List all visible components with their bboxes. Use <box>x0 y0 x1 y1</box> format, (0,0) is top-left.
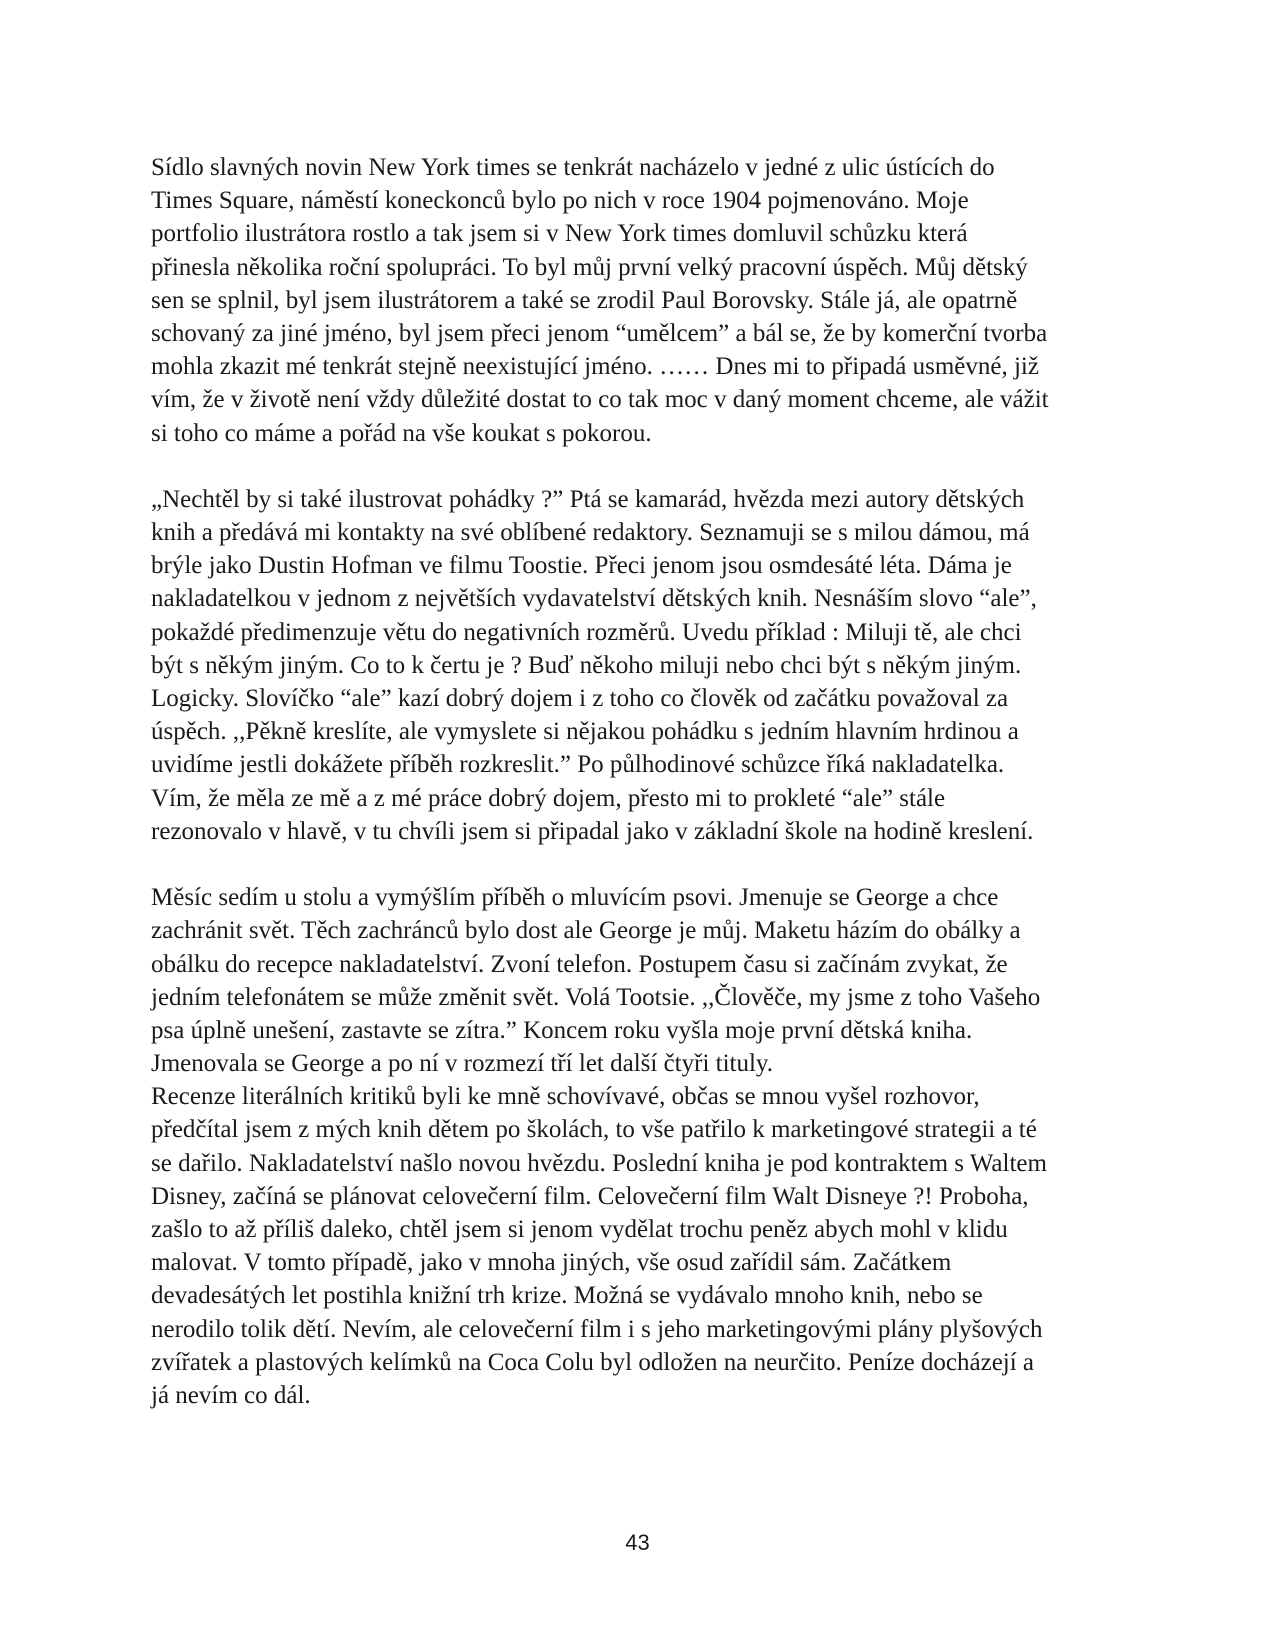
text-line: Logicky. Slovíčko “ale” kazí dobrý dojem i z toho co člověk od začátku považoval za <box>151 685 1009 712</box>
text-line: sen se splnil, byl jsem ilustrátorem a také se zrodil Paul Borovsky. Stále já, ale opatrně <box>151 286 1018 314</box>
paragraph-spacer <box>151 848 1121 881</box>
text-line: předčítal jsem z mých knih dětem po školách, to vše patřilo k marketingové strategii a té <box>151 1116 1037 1144</box>
text-line: obálku do recepce nakladatelství. Zvoní telefon. Postupem času si začínám zvykat, že <box>151 950 1008 978</box>
text-line: nerodilo tolik dětí. Nevím, ale celovečerní film i s jeho marketingovými plány plyšových <box>151 1315 1043 1343</box>
text-line: nakladatelkou v jednom z největších vydavatelství dětských knih. Nesnáším slovo “ale”, <box>151 585 1037 613</box>
paragraph-3 <box>151 881 1121 1412</box>
text-line: si toho co máme a pořád na vše koukat s pokorou. <box>151 419 652 447</box>
text-line: rezonovalo v hlavě, v tu chvíli jsem si připadal jako v základní škole na hodině kreslení. <box>151 817 1034 845</box>
text-line: „Nechtěl by si také ilustrovat pohádky ?” Ptá se kamarád, hvězda mezi autory dětských <box>151 485 1025 513</box>
text-line: mohla zkazit mé tenkrát stejně neexistující jméno. …… Dnes mi to připadá usměvné, již <box>151 353 1039 381</box>
page-number: 43 <box>625 1530 650 1555</box>
text-line: Měsíc sedím u stolu a vymýšlím příběh o mluvícím psovi. Jmenuje se George a chce <box>151 884 999 912</box>
text-line: psa úplně unešení, zastavte se zítra.” Koncem roku vyšla moje první dětská kniha. <box>151 1016 973 1044</box>
text-line: devadesátých let postihla knižní trh krize. Možná se vydávalo mnoho knih, nebo se <box>151 1282 983 1310</box>
text-line: knih a předává mi kontakty na své oblíbené redaktory. Seznamuji se s milou dámou, má <box>151 519 1030 547</box>
text-line: Disney, začíná se plánovat celovečerní film. Celovečerní film Walt Disneye ?! Proboha, <box>151 1182 1029 1210</box>
text-line: jedním telefonátem se může změnit svět. Volá Tootsie. ,,Člověče, my jsme z toho Vašeho <box>151 983 1041 1011</box>
text-line: Times Square, náměstí koneckonců bylo po nich v roce 1904 pojmenováno. Moje <box>151 187 969 215</box>
paragraph-1 <box>151 151 1121 450</box>
text-line: přinesla několika roční spolupráci. To byl můj první velký pracovní úspěch. Můj dětský <box>151 253 1028 281</box>
text-line: Sídlo slavných novin New York times se tenkrát nacházelo v jedné z ulic ústících do <box>151 154 995 181</box>
text-line: vím, že v životě není vždy důležité dostat to co tak moc v daný moment chceme, ale vážit <box>151 386 1049 414</box>
text-line: zachránit svět. Těch zachránců bylo dost ale George je můj. Maketu házím do obálky a <box>151 917 1021 945</box>
text-line: být s někým jiným. Co to k čertu je ? Buď někoho miluji nebo chci být s někým jiným. <box>151 651 1022 679</box>
text-line: zašlo to až příliš daleko, chtěl jsem si jenom vydělat trochu peněz abych mohl v klidu <box>151 1216 1008 1243</box>
text-line: úspěch. ,,Pěkně kreslíte, ale vymyslete si nějakou pohádku s jedním hlavním hrdinou a <box>151 718 1019 746</box>
text-line: malovat. V tomto případě, jako v mnoha jiných, vše osud zařídil sám. Začátkem <box>151 1249 952 1277</box>
paragraph-spacer <box>151 450 1121 483</box>
text-line: uvidíme jestli dokážete příběh rozkreslit.” Po půlhodinové schůzce říká nakladatelka. <box>151 751 1005 779</box>
text-line: brýle jako Dustin Hofman ve filmu Toostie. Přeci jenom jsou osmdesáté léta. Dáma je <box>151 552 1012 580</box>
text-line: já nevím co dál. <box>151 1381 311 1409</box>
text-line: zvířatek a plastových kelímků na Coca Colu byl odložen na neurčito. Peníze docházejí a <box>151 1348 1035 1376</box>
text-line: Recenze literálních kritiků byli ke mně schovívavé, občas se mnou vyšel rozhovor, <box>151 1083 980 1111</box>
body-text <box>151 151 1121 1412</box>
paragraph-2 <box>151 483 1121 848</box>
text-line: se dařilo. Nakladatelství našlo novou hvězdu. Poslední kniha je pod kontraktem s Waltem <box>151 1149 1047 1177</box>
text-line: portfolio ilustrátora rostlo a tak jsem si v New York times domluvil schůzku která <box>151 220 968 248</box>
text-line: pokaždé předimenzuje větu do negativních rozměrů. Uvedu příklad : Miluji tě, ale chci <box>151 618 1022 646</box>
text-line: Vím, že měla ze mě a z mé práce dobrý dojem, přesto mi to prokleté “ale” stále <box>151 784 946 812</box>
text-line: schovaný za jiné jméno, byl jsem přeci jenom “umělcem” a bál se, že by komerční tvorba <box>151 319 1048 347</box>
text-line: Jmenovala se George a po ní v rozmezí tří let další čtyři tituly. <box>151 1050 774 1078</box>
